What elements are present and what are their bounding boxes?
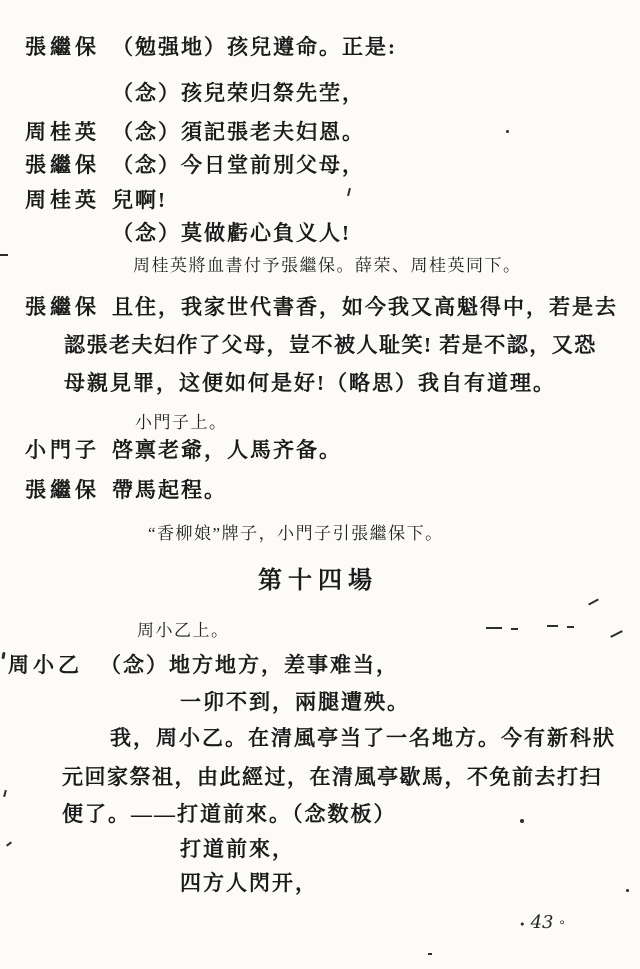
scan-artifact <box>520 819 524 823</box>
dialogue-text: 打道前來， <box>180 837 295 861</box>
dialogue-text: 便了。——打道前來。（念数板） <box>62 802 397 826</box>
speaker-name: 小門子 <box>25 438 100 462</box>
dialogue-text: 我，周小乙。在清風亭当了一名地方。今有新科狀 <box>110 726 616 750</box>
dialogue-text: 四方人閃开， <box>180 871 318 895</box>
stage-direction-text: “香柳娘”牌子，小門子引張繼保下。 <box>148 524 444 543</box>
scan-artifact <box>626 889 629 892</box>
dialogue-text: （勉强地）孩兒遵命。正是: <box>112 35 397 59</box>
page-number-right-dot: ° <box>559 916 565 932</box>
page-number <box>520 912 565 933</box>
dialogue-text: 且住，我家世代書香，如今我又高魁得中，若是去 <box>112 295 618 319</box>
dialogue-line <box>0 649 640 677</box>
scan-artifact <box>547 625 558 627</box>
dialogue-line <box>0 474 640 502</box>
verse-line <box>0 77 640 105</box>
dialogue-text: 母親見罪，这便如何是好!（略思）我自有道理。 <box>64 371 556 395</box>
page-number-value: 43 <box>530 912 554 933</box>
verse-line <box>0 833 640 861</box>
dialogue-text: 一卯不到，兩腿遭殃。 <box>180 690 410 714</box>
speaker-name: 張繼保 <box>25 35 100 59</box>
continuation-line <box>0 367 640 395</box>
stage-direction <box>0 251 640 279</box>
dialogue-text: 兒啊! <box>112 188 167 212</box>
speaker-name: 周桂英 <box>25 120 100 144</box>
dialogue-line <box>0 434 640 462</box>
scan-artifact <box>588 599 599 606</box>
dialogue-text: （念）地方地方，差事难当， <box>100 653 399 677</box>
stage-direction <box>0 408 640 436</box>
scan-artifact <box>506 130 509 133</box>
dialogue-text: 帶馬起程。 <box>112 478 227 502</box>
dialogue-line <box>0 184 640 212</box>
page-number-left-dot: • <box>520 916 525 932</box>
speaker-name: 張繼保 <box>25 153 100 177</box>
stage-direction <box>0 616 640 644</box>
scan-artifact <box>3 790 7 797</box>
verse-line <box>0 686 640 714</box>
speaker-name: 周小乙 <box>8 653 83 677</box>
scene-heading <box>0 560 640 594</box>
stage-direction <box>0 519 640 547</box>
continuation-line <box>0 329 640 357</box>
dialogue-text: 認張老夫妇作了父母，豈不被人耻笑! 若是不認，又恐 <box>64 333 597 357</box>
dialogue-text: 元回家祭祖，由此經过，在清風亭歇馬，不免前去打扫 <box>62 765 602 789</box>
scan-artifact <box>511 628 518 630</box>
dialogue-text: （念）孩兒荣归祭先茔， <box>112 81 365 105</box>
speaker-name: 張繼保 <box>25 295 100 319</box>
scan-artifact <box>567 626 574 628</box>
dialogue-line <box>0 31 640 59</box>
paragraph-line <box>0 722 640 750</box>
scene-heading-text: 第十四場 <box>258 568 378 594</box>
stage-direction-text: 周小乙上。 <box>137 621 230 640</box>
verse-line <box>0 867 640 895</box>
dialogue-line <box>0 149 640 177</box>
scan-artifact <box>0 254 8 256</box>
stage-direction-text: 小門子上。 <box>135 413 228 432</box>
dialogue-text: （念）莫做虧心負义人! <box>112 221 351 245</box>
continuation-line <box>0 761 640 789</box>
dialogue-text: 啓禀老爺，人馬齐备。 <box>112 438 342 462</box>
speaker-name: 周桂英 <box>25 188 100 212</box>
speaker-name: 張繼保 <box>25 478 100 502</box>
dialogue-text: （念）今日堂前別父母， <box>112 153 365 177</box>
dialogue-text: （念）須記張老夫妇恩。 <box>112 120 365 144</box>
stage-direction-text: 周桂英將血書付予張繼保。薛荣、周桂英同下。 <box>133 256 522 275</box>
dialogue-line <box>0 291 640 319</box>
scan-artifact <box>428 953 432 955</box>
verse-line <box>0 217 640 245</box>
continuation-line <box>0 798 640 826</box>
dialogue-line <box>0 116 640 144</box>
scan-artifact <box>486 627 502 629</box>
